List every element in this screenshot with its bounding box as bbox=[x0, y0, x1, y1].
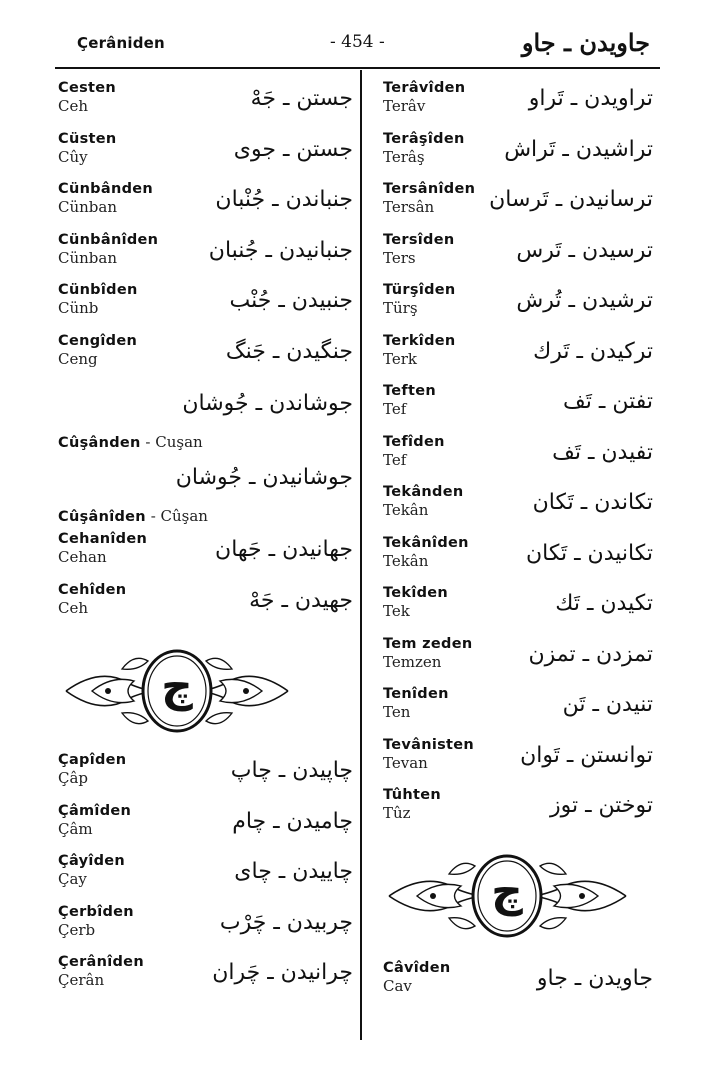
entry-arabic: جستن ـ جوى bbox=[233, 136, 353, 162]
entry-word: Tekânîden bbox=[383, 534, 469, 551]
entry-word: Cûşânîden bbox=[58, 509, 146, 525]
dict-entry bbox=[383, 737, 653, 788]
entry-arabic: جهانيدن ـ جَهان bbox=[215, 537, 353, 562]
dict-entry bbox=[383, 484, 653, 535]
section-ornament bbox=[62, 645, 292, 737]
entry-arabic: جوشاندن ـ جُوشان bbox=[182, 391, 353, 416]
dict-entry bbox=[58, 333, 353, 384]
entry-word: Cûşânden bbox=[58, 435, 141, 451]
entry-word: Çâyîden bbox=[58, 853, 126, 869]
entry-root: Ceh bbox=[58, 97, 89, 115]
dict-entry bbox=[58, 232, 353, 283]
entry-word: Câvîden bbox=[383, 960, 451, 976]
dict-entry bbox=[383, 181, 653, 232]
entry-root: Cünban bbox=[58, 198, 118, 216]
dict-entry bbox=[383, 333, 653, 384]
dict-entry bbox=[58, 904, 353, 955]
entry-word: Cünbânîden bbox=[58, 231, 159, 248]
dict-entry bbox=[58, 131, 353, 182]
entry-arabic: توانستن ـ تَوان bbox=[520, 742, 653, 768]
entry-word: Cüsten bbox=[58, 130, 117, 147]
entry-arabic: ترسانيدن ـ تَرسان bbox=[489, 187, 653, 212]
dict-entry bbox=[383, 535, 653, 586]
entry-root: Tef bbox=[383, 450, 407, 469]
entry-root: Tûz bbox=[383, 804, 411, 822]
entry-arabic: جنگيدن ـ جَنگ bbox=[225, 338, 353, 364]
dict-entry bbox=[58, 954, 353, 1005]
entry-root: Ceng bbox=[58, 349, 98, 368]
entry-arabic: تكانيدن ـ تَكان bbox=[525, 540, 653, 566]
section-ornament bbox=[385, 850, 630, 942]
ornament-letter: چ bbox=[161, 661, 193, 712]
entry-root: Cûşan bbox=[160, 507, 208, 525]
entry-arabic: تفتن ـ تَف bbox=[563, 389, 653, 414]
entry-arabic: چربيدن ـ چَرْب bbox=[219, 909, 353, 935]
dict-entry bbox=[383, 787, 653, 838]
entry-root: Ters bbox=[383, 248, 416, 267]
entry-root: Terk bbox=[383, 349, 417, 368]
dict-entry bbox=[58, 282, 353, 333]
page-header bbox=[0, 28, 708, 68]
entry-word: Cünbîden bbox=[58, 282, 138, 298]
entry-root: Cünban bbox=[58, 248, 118, 267]
entry-arabic: جنبيدن ـ جُنْب bbox=[229, 288, 353, 313]
entry-word: Tekânden bbox=[383, 484, 464, 500]
entry-arabic: جنبانيدن ـ جُنبان bbox=[208, 237, 353, 263]
dict-entry bbox=[383, 282, 653, 333]
dict-entry bbox=[383, 686, 653, 737]
dict-entry bbox=[58, 752, 353, 803]
entry-arabic: ترشيدن ـ تُرش bbox=[516, 288, 653, 313]
entry-word: Tersîden bbox=[383, 231, 455, 248]
entry-root: Ceh bbox=[58, 598, 89, 617]
dict-entry bbox=[383, 636, 653, 687]
entry-arabic: تراويدن ـ تَراو bbox=[528, 86, 653, 111]
entry-root: Tevan bbox=[383, 753, 428, 772]
dict-entry bbox=[58, 582, 353, 633]
entry-arabic: جنباندن ـ جُنْبان bbox=[215, 187, 353, 212]
entry-root: Tek bbox=[383, 602, 410, 620]
right-column-lower bbox=[383, 960, 653, 1011]
dict-entry bbox=[58, 803, 353, 854]
dict-entry bbox=[58, 181, 353, 232]
ornament-letter: چ bbox=[491, 866, 523, 917]
entry-root: Türş bbox=[383, 299, 418, 317]
entry-word: Türşîden bbox=[383, 282, 456, 298]
entry-word: Terâşîden bbox=[383, 130, 465, 147]
entry-arabic: چاپيدن ـ چاپ bbox=[230, 758, 353, 783]
left-column-lower bbox=[58, 752, 353, 1005]
dict-entry bbox=[58, 853, 353, 904]
column-divider bbox=[360, 70, 362, 1040]
entry-root: Terâv bbox=[383, 97, 426, 115]
entry-arabic: تكاندن ـ تَكان bbox=[532, 490, 653, 515]
entry-root: Cünb bbox=[58, 299, 99, 317]
entry-word: Cehanîden bbox=[58, 531, 148, 547]
entry-arabic: جوشانيدن ـ جُوشان bbox=[175, 465, 353, 490]
entry-root: Cûy bbox=[58, 147, 88, 166]
entry-word: Cünbânden bbox=[58, 181, 154, 197]
dict-entry-inline bbox=[58, 503, 353, 531]
entry-root: Çerân bbox=[58, 971, 105, 989]
left-column bbox=[58, 80, 353, 632]
entry-separator: - bbox=[145, 507, 161, 525]
entry-word: Cehîden bbox=[58, 581, 127, 598]
entry-arabic: تراشيدن ـ تَراش bbox=[504, 136, 653, 162]
entry-word: Tersânîden bbox=[383, 181, 476, 197]
entry-root: Cehan bbox=[58, 548, 107, 566]
dict-entry bbox=[383, 960, 653, 1011]
dict-entry bbox=[383, 131, 653, 182]
entry-arabic: تمزدن ـ تمزن bbox=[528, 641, 653, 667]
entry-arabic: تركيدن ـ تَرك bbox=[533, 338, 653, 364]
entry-arabic: تنيدن ـ تَن bbox=[562, 692, 653, 717]
dict-entry-inline bbox=[58, 429, 353, 457]
entry-arabic: توختن ـ توز bbox=[549, 793, 653, 818]
entry-word: Tenîden bbox=[383, 686, 449, 702]
entry-root: Cuşan bbox=[155, 433, 203, 451]
entry-root: Tef bbox=[383, 400, 407, 418]
dict-entry bbox=[383, 434, 653, 485]
entry-word: Cesten bbox=[58, 80, 116, 96]
dict-entry bbox=[383, 585, 653, 636]
entry-root: Temzen bbox=[383, 652, 442, 671]
entry-word: Terkîden bbox=[383, 332, 456, 349]
entry-root: Tekân bbox=[383, 551, 429, 570]
entry-word: Çerânîden bbox=[58, 954, 144, 970]
entry-arabic: ترسيدن ـ تَرس bbox=[516, 237, 653, 263]
entry-word: Tevânisten bbox=[383, 736, 475, 753]
running-head-left: Çerâniden bbox=[77, 34, 165, 52]
entry-root: Terâş bbox=[383, 147, 425, 166]
dict-entry bbox=[58, 531, 353, 582]
dict-entry bbox=[383, 80, 653, 131]
entry-root: Tersân bbox=[383, 198, 435, 216]
entry-word: Tûhten bbox=[383, 787, 442, 803]
entry-root: Cav bbox=[383, 977, 412, 995]
entry-arabic: چرانيدن ـ چَران bbox=[212, 960, 353, 985]
entry-root: Tekân bbox=[383, 501, 429, 519]
entry-word: Terâvîden bbox=[383, 80, 466, 96]
entry-arabic: جاويدن ـ جاو bbox=[536, 966, 653, 991]
entry-word: Tem zeden bbox=[383, 635, 473, 652]
entry-word: Çâmîden bbox=[58, 802, 132, 819]
dict-entry bbox=[58, 80, 353, 131]
entry-word: Çerbîden bbox=[58, 903, 134, 920]
running-head-right: جاويدن ـ جاو bbox=[521, 28, 650, 57]
entry-word: Tekîden bbox=[383, 585, 449, 601]
entry-root: Ten bbox=[383, 703, 411, 721]
entry-root: Çâp bbox=[58, 769, 89, 787]
entry-word: Teften bbox=[383, 383, 436, 399]
entry-root: Çay bbox=[58, 870, 87, 888]
entry-word: Tefîden bbox=[383, 433, 445, 450]
dict-entry bbox=[383, 232, 653, 283]
dict-entry bbox=[383, 383, 653, 434]
entry-arabic: چاميدن ـ چام bbox=[232, 808, 353, 834]
entry-arabic: تكيدن ـ تَك bbox=[555, 591, 653, 616]
entry-word: Çapîden bbox=[58, 752, 127, 768]
header-rule bbox=[55, 67, 660, 69]
entry-arabic: جهيدن ـ جَهْ bbox=[249, 587, 353, 613]
right-column bbox=[383, 80, 653, 838]
entry-arabic: تفيدن ـ تَف bbox=[552, 439, 653, 465]
entry-word: Cengîden bbox=[58, 332, 138, 349]
entry-root: Çerb bbox=[58, 920, 96, 939]
entry-separator: - bbox=[140, 433, 156, 451]
entry-arabic: چاييدن ـ چاى bbox=[234, 859, 353, 884]
page-number: - 454 - bbox=[330, 32, 385, 52]
entry-root: Çâm bbox=[58, 819, 93, 838]
entry-arabic: جستن ـ جَهْ bbox=[250, 86, 353, 111]
